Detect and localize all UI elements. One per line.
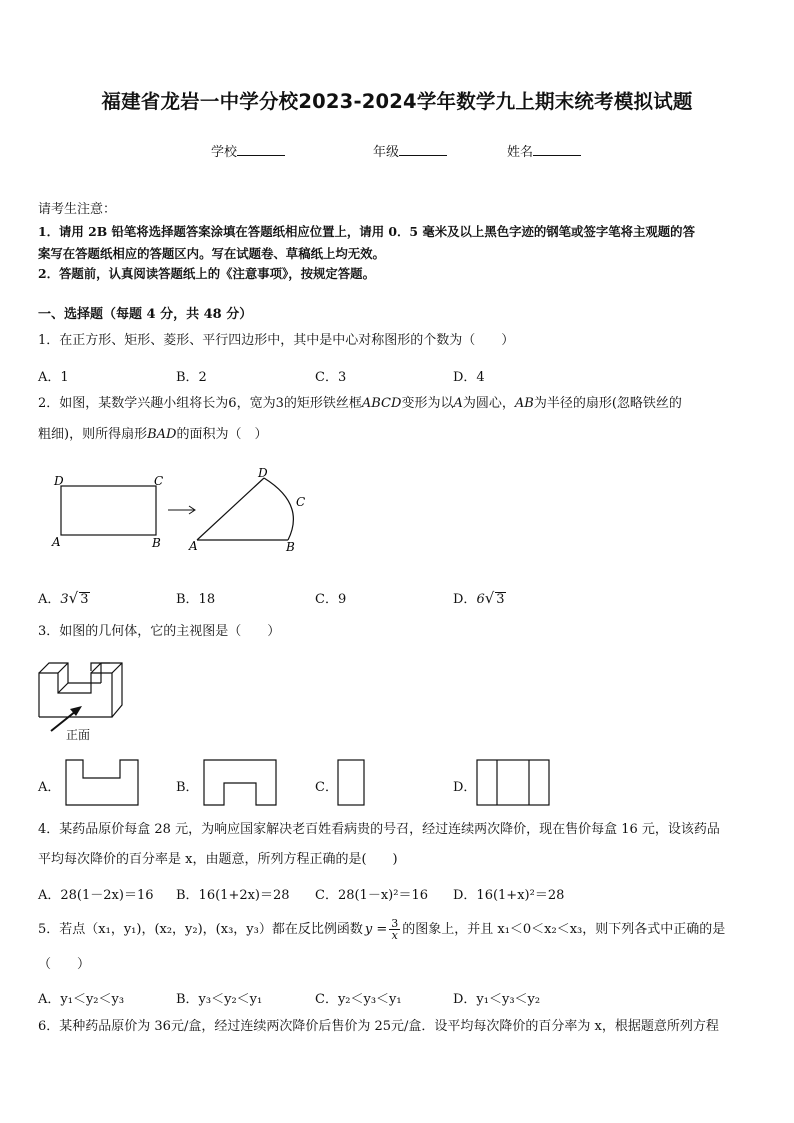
q1-option-d: D．4 xyxy=(453,370,485,385)
notice-heading: 请考生注意： xyxy=(38,202,117,217)
q4-stem-line1: 4．某药品原价每盒 28 元，为响应国家解决老百姓看病贵的号召，经过连续两次降价，现在售价每盒 16 元，设该药品 xyxy=(38,822,720,837)
q2-figure xyxy=(44,464,314,556)
q5-option-a: A．y₁＜y₂＜y₃ xyxy=(38,992,125,1007)
q2-option-c: C．9 xyxy=(315,592,347,607)
label-c-sector: C xyxy=(296,495,306,509)
q1-stem: 1．在正方形、矩形、菱形、平行四边形中，其中是中心对称图形的个数为（ ） xyxy=(38,333,515,348)
q3-option-b-shape xyxy=(203,759,279,807)
notice-item1-line1: 1．请用 2B 铅笔将选择题答案涂填在答题纸相应位置上，请用 0．5 毫米及以上黑色字迹的钢笔或签字笔将主观题的答 xyxy=(38,224,695,239)
q1-option-b: B．2 xyxy=(176,370,207,385)
school-field xyxy=(211,141,285,160)
school-blank xyxy=(237,143,285,156)
sector-radius-ad xyxy=(197,478,264,540)
q5-option-d: D．y₁＜y₃＜y₂ xyxy=(453,992,541,1007)
section-heading: 一、选择题（每题 4 分，共 48 分） xyxy=(38,307,253,322)
q1-option-c: C．3 xyxy=(315,370,347,385)
page-title: 福建省龙岩一中学分校2023-2024学年数学九上期末统考模拟试题 xyxy=(101,90,693,113)
label-b-sector: B xyxy=(286,540,295,554)
q4-stem-line2: 平均每次降价的百分率是 x，由题意，所列方程正确的是( ) xyxy=(38,852,398,867)
name-blank xyxy=(533,143,581,156)
label-a-sector: A xyxy=(189,539,198,553)
label-d-rect: D xyxy=(54,474,64,488)
q5-paren: （ ） xyxy=(38,957,91,972)
notice-item1-line2: 案写在答题纸相应的答题区内。写在试题卷、草稿纸上均无效。 xyxy=(38,246,385,261)
q3-option-d-label: D． xyxy=(453,780,477,795)
q5-fraction: $\frac{3}{x}$ xyxy=(391,917,399,942)
q3-option-c-shape xyxy=(337,759,367,807)
label-a-rect: A xyxy=(52,535,61,549)
q5-option-c: C．y₂＜y₃＜y₁ xyxy=(315,992,402,1007)
q4-option-d: D．16(1+x)²＝28 xyxy=(453,888,565,903)
q5-option-b: B．y₃＜y₂＜y₁ xyxy=(176,992,263,1007)
q1-option-a: A．1 xyxy=(38,370,69,385)
q5-stem-line1: 5．若点（x₁，y₁)，(x₂，y₂)，(x₃，y₃）都在反比例函数 y = $\frac{3}{x}$ 的图象上，并且 x₁＜0＜x₂＜x₃，则下列各式中正确的是 xyxy=(38,917,726,942)
q2-stem-line1: 2．如图，某数学兴趣小组将长为6，宽为3的矩形铁丝框ABCD变形为以A为圆心，AB为半径的扇形(忽略铁丝的 xyxy=(38,396,682,411)
notice-item2: 2．答题前，认真阅读答题纸上的《注意事项》，按规定答题。 xyxy=(38,266,375,281)
q3-option-a-shape xyxy=(65,759,141,807)
q3-option-a-label: A． xyxy=(38,780,61,795)
q3-option-c-label: C． xyxy=(315,780,338,795)
q3-stem: 3．如图的几何体，它的主视图是（ ） xyxy=(38,624,281,639)
label-b-rect: B xyxy=(152,536,161,550)
name-label: 姓名 xyxy=(507,145,534,160)
q2-stem-line2: 粗细)，则所得扇形BAD的面积为（ ） xyxy=(38,427,268,442)
q4-option-b: B．16(1+2x)＝28 xyxy=(176,888,290,903)
q6-stem-line1: 6．某种药品原价为 36元/盒，经过连续两次降价后售价为 25元/盒．设平均每次降价的百分率为 x，根据题意所列方程 xyxy=(38,1019,719,1034)
grade-label: 年级 xyxy=(373,145,400,160)
rectangle-abcd xyxy=(61,486,156,535)
q3-option-d-shape xyxy=(476,759,552,807)
q2-option-d: D．6√ 3 xyxy=(453,589,505,607)
grade-blank xyxy=(399,143,447,156)
q2-option-a: A．3√ 3 xyxy=(38,589,89,607)
q4-option-a: A．28(1－2x)＝16 xyxy=(38,888,154,903)
name-field xyxy=(507,141,581,160)
front-label: 正面 xyxy=(66,728,91,742)
sector-arc xyxy=(264,478,293,540)
school-label: 学校 xyxy=(211,145,238,160)
q3-option-b-label: B． xyxy=(176,780,199,795)
label-c-rect: C xyxy=(154,474,164,488)
q4-option-c: C．28(1－x)²＝16 xyxy=(315,888,428,903)
grade-field xyxy=(373,141,447,160)
label-d-sector: D xyxy=(258,466,268,480)
q2-option-b: B．18 xyxy=(176,592,216,607)
